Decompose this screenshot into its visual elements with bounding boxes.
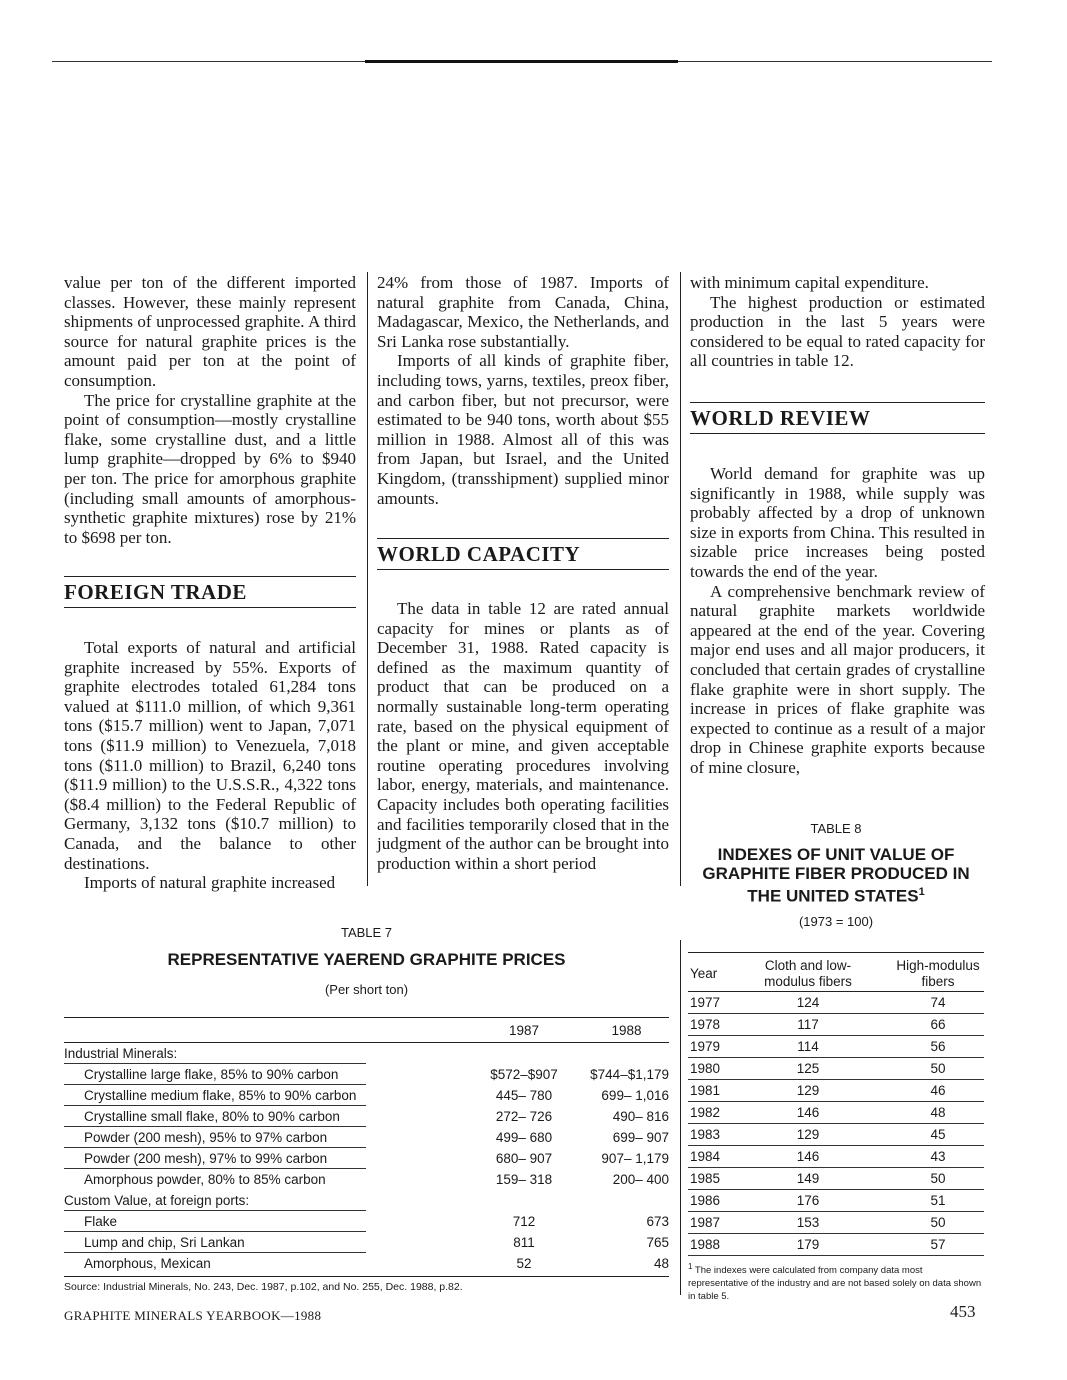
table-row [64,1106,669,1127]
column-3 [690,273,985,371]
table8-header-row [688,953,984,992]
row-year: 1981 [690,1083,721,1098]
row-value-a: 176 [796,1193,820,1208]
row-value-a: 114 [797,1039,819,1054]
column-2-continued [377,599,669,873]
row-value-1988: 673 [646,1214,669,1229]
table7-col-1988: 1988 [611,1023,642,1038]
row-year: 1985 [690,1171,721,1186]
table-row [688,1080,984,1102]
table-row [688,1212,984,1234]
row-value-1988: 490– 816 [612,1109,669,1124]
paragraph: Total exports of natural and artificial graphite increased by 55%. Exports of graphite electrodes totaled 61,284 tons valued at $111.0 million, of which 9,361 tons ($15.7 million) went to Japan, 7,071 tons ($11.9 million) to Venezuela, 7,018 tons ($11.0 million) to Brazil, 6,240 tons ($11.9 million) to the U.S.S.R., 4,322 tons ($8.4 million) to the Federal Republic of Germany, 3,132 tons ($10.7 million) to Canada, and the balance to other destinations. [64,638,356,873]
row-value-1987: 52 [516,1256,532,1271]
paragraph: World demand for graphite was up significantly in 1988, while supply was probably affected by a drop of unknown size in exports from China. This resulted in sizable price increases being posted towards the end of the year. [690,464,985,581]
row-value-b: 51 [930,1193,946,1208]
row-year: 1977 [690,995,721,1010]
row-value-b: 50 [930,1061,946,1076]
row-value-a: 125 [796,1061,820,1076]
table-row [688,1014,984,1036]
table-row [688,1058,984,1080]
column-2 [377,273,669,508]
table-row [688,1146,984,1168]
section-heading-world-review [690,402,985,434]
table7-group-row [64,1190,669,1211]
heading-world-review: WORLD REVIEW [690,406,871,430]
row-value-1987: 499– 680 [495,1130,553,1145]
row-item: Powder (200 mesh), 95% to 97% carbon [84,1130,328,1145]
table-row [688,1124,984,1146]
table8-label: TABLE 8 [810,821,862,836]
row-value-a: 146 [796,1149,820,1164]
table7-group-label: Custom Value, at foreign ports: [64,1193,250,1208]
table7-top-rule [64,1017,669,1018]
table7-bottom-rule [64,1276,669,1277]
paragraph: with minimum capital expenditure. [690,273,929,292]
table7-title: REPRESENTATIVE YAEREND GRAPHITE PRICES [167,950,566,969]
column-1 [64,273,356,547]
row-item: Lump and chip, Sri Lankan [84,1235,245,1250]
row-value-1987: $572–$907 [490,1067,558,1082]
column-rule-table8 [680,940,681,1295]
row-value-b: 45 [930,1127,946,1142]
paragraph: Imports of natural graphite increased [84,873,336,893]
table-row [688,992,984,1014]
table8-subtitle: (1973 = 100) [798,914,874,929]
row-value-b: 66 [930,1017,946,1032]
paragraph: value per ton of the different imported classes. However, these mainly represent shipments of unprocessed graphite. A third source for natural graphite prices is the amount paid per ton at the point of consumption. [64,273,356,390]
table8-title-line3 [688,883,984,906]
paragraph: Imports of all kinds of graphite fiber, including tows, yarns, textiles, preox fiber, and carbon fiber, but not precursor, were estimated to be 940 tons, worth about $55 million in 1988. Almost all of this was from Japan, but Israel, and the United Kingdom, (transshipment) supplied minor amounts. [377,351,669,508]
row-value-1987: 159– 318 [495,1172,553,1187]
table8-head-a: Cloth and low-modulus fibers [764,958,852,989]
row-value-1987: 680– 907 [495,1151,553,1166]
table7-header-row [64,1020,669,1042]
paragraph: The highest production or estimated production in the last 5 years were considered to be equal to rated capacity for all countries in table 12. [690,292,985,371]
row-value-b: 43 [930,1149,946,1164]
table-row [64,1064,669,1085]
row-year: 1987 [690,1215,721,1230]
top-rule-bold [365,60,678,63]
row-value-b: 50 [930,1171,946,1186]
table-row [64,1211,669,1232]
column-1-continued [64,638,356,893]
row-item: Amorphous powder, 80% to 85% carbon [84,1172,326,1187]
row-year: 1978 [690,1017,721,1032]
paragraph: 24% from those of 1987. Imports of natural graphite from Canada, China, Madagascar, Mexico, the Netherlands, and Sri Lanka rose substantially. [377,273,669,351]
row-year: 1980 [690,1061,721,1076]
row-value-b: 57 [930,1237,946,1252]
row-value-b: 56 [930,1039,946,1054]
section-heading-world-capacity [377,538,669,570]
table7-group-label: Industrial Minerals: [64,1046,178,1061]
row-value-1988: 699– 907 [612,1130,669,1145]
row-value-a: 124 [796,995,820,1010]
table-row [688,1168,984,1190]
heading-world-capacity: WORLD CAPACITY [377,542,581,566]
heading-foreign-trade: FOREIGN TRADE [64,580,247,604]
row-value-a: 129 [796,1083,820,1098]
row-year: 1983 [690,1127,721,1142]
table7-group-row [64,1043,669,1064]
table-row [64,1148,669,1169]
row-item: Amorphous, Mexican [84,1256,211,1271]
table-row [64,1169,669,1190]
row-value-a: 153 [796,1215,820,1230]
row-year: 1982 [690,1105,721,1120]
table7 [64,1020,669,1293]
row-value-1988: 200– 400 [612,1172,669,1187]
row-item: Crystalline large flake, 85% to 90% carbon [84,1067,339,1082]
row-value-1987: 712 [512,1214,536,1229]
row-value-b: 46 [930,1083,946,1098]
row-value-1987: 811 [513,1235,535,1250]
footnote-marker: 1 [918,886,925,898]
table-row [688,1036,984,1058]
table7-label: TABLE 7 [340,925,393,940]
row-year: 1988 [690,1237,721,1252]
table8-title-line1: INDEXES OF UNIT VALUE OF [717,845,955,864]
table8-title-line2: GRAPHITE FIBER PRODUCED IN [702,864,970,883]
footnote-text: The indexes were calculated from company data most representative of the industry and are not based solely on data shown in table 5. [688,1265,982,1303]
column-rule-right [680,272,681,886]
row-value-a: 117 [797,1017,819,1032]
row-value-1988: 699– 1,016 [601,1088,669,1103]
row-item: Crystalline medium flake, 85% to 90% carbon [84,1088,357,1103]
page-number: 453 [950,1302,976,1321]
row-value-1987: 272– 726 [495,1109,553,1124]
table7-subtitle: (Per short ton) [324,982,409,997]
table-row [64,1253,669,1274]
row-value-b: 50 [930,1215,946,1230]
column-rule-left [367,272,368,886]
table7-source: Source: Industrial Minerals, No. 243, Dec. 1987, p.102, and No. 255, Dec. 1988, p.82. [64,1281,463,1293]
row-item: Powder (200 mesh), 97% to 99% carbon [84,1151,328,1166]
table8 [688,952,984,1303]
paragraph: The data in table 12 are rated annual capacity for mines or plants as of December 31, 1988. Rated capacity is defined as the maximum quantity of product that can be produced on a normally sustainable long-term operating rate, based on the physical equipment of the plant or mine, and given acceptable routine operating procedures involving labor, energy, materials, and maintenance. Capacity includes both operating facilities and facilities temporarily closed that in the judgment of the author can be brought into production within a short period [377,599,669,873]
row-value-a: 129 [796,1127,820,1142]
table-row [64,1127,669,1148]
row-value-1988: 48 [653,1256,669,1271]
row-value-a: 146 [796,1105,820,1120]
row-value-b: 48 [930,1105,946,1120]
footnote-marker: 1 [688,1262,693,1271]
running-title: GRAPHITE MINERALS YEARBOOK—1988 [64,1308,322,1323]
table-row [64,1085,669,1106]
table-row [688,1190,984,1212]
section-heading-foreign-trade [64,576,356,608]
table-row [688,1234,984,1256]
row-item: Crystalline small flake, 80% to 90% carbon [84,1109,340,1124]
table-row [64,1232,669,1253]
row-year: 1984 [690,1149,721,1164]
row-item: Flake [84,1214,118,1229]
row-year: 1986 [690,1193,721,1208]
table-row [688,1102,984,1124]
column-3-continued [690,464,985,778]
paragraph: A comprehensive benchmark review of natural graphite markets worldwide appeared at the end of the year. Covering major end uses and all major producers, it concluded that certain grades of crystalline flake graphite were in short supply. The increase in prices of flake graphite was expected to continue as a result of a major drop in Chinese graphite exports because of mine closure, [690,581,985,777]
table8-head-b: High-modulus fibers [896,958,980,989]
paragraph: The price for crystalline graphite at the point of consumption—mostly crystalline flake, some crystalline dust, and a little lump graphite—dropped by 6% to $940 per ton. The price for amorphous graphite (including small amounts of amorphous-synthetic graphite mixtures) rose by 21% to $698 per ton. [64,390,356,547]
table8-title [688,845,984,906]
row-year: 1979 [690,1039,721,1054]
row-value-1988: 765 [646,1235,669,1250]
row-value-1987: 445– 780 [495,1088,553,1103]
row-value-1988: $744–$1,179 [590,1067,669,1082]
table7-col-1987: 1987 [508,1023,540,1038]
table8-head-year: Year [690,966,718,981]
table8-title-text: THE UNITED STATES [747,886,919,906]
table8-footnote [688,1260,984,1303]
row-value-1988: 907– 1,179 [601,1151,669,1166]
row-value-a: 179 [796,1237,820,1252]
row-value-a: 149 [796,1171,820,1186]
row-value-b: 74 [930,995,946,1010]
